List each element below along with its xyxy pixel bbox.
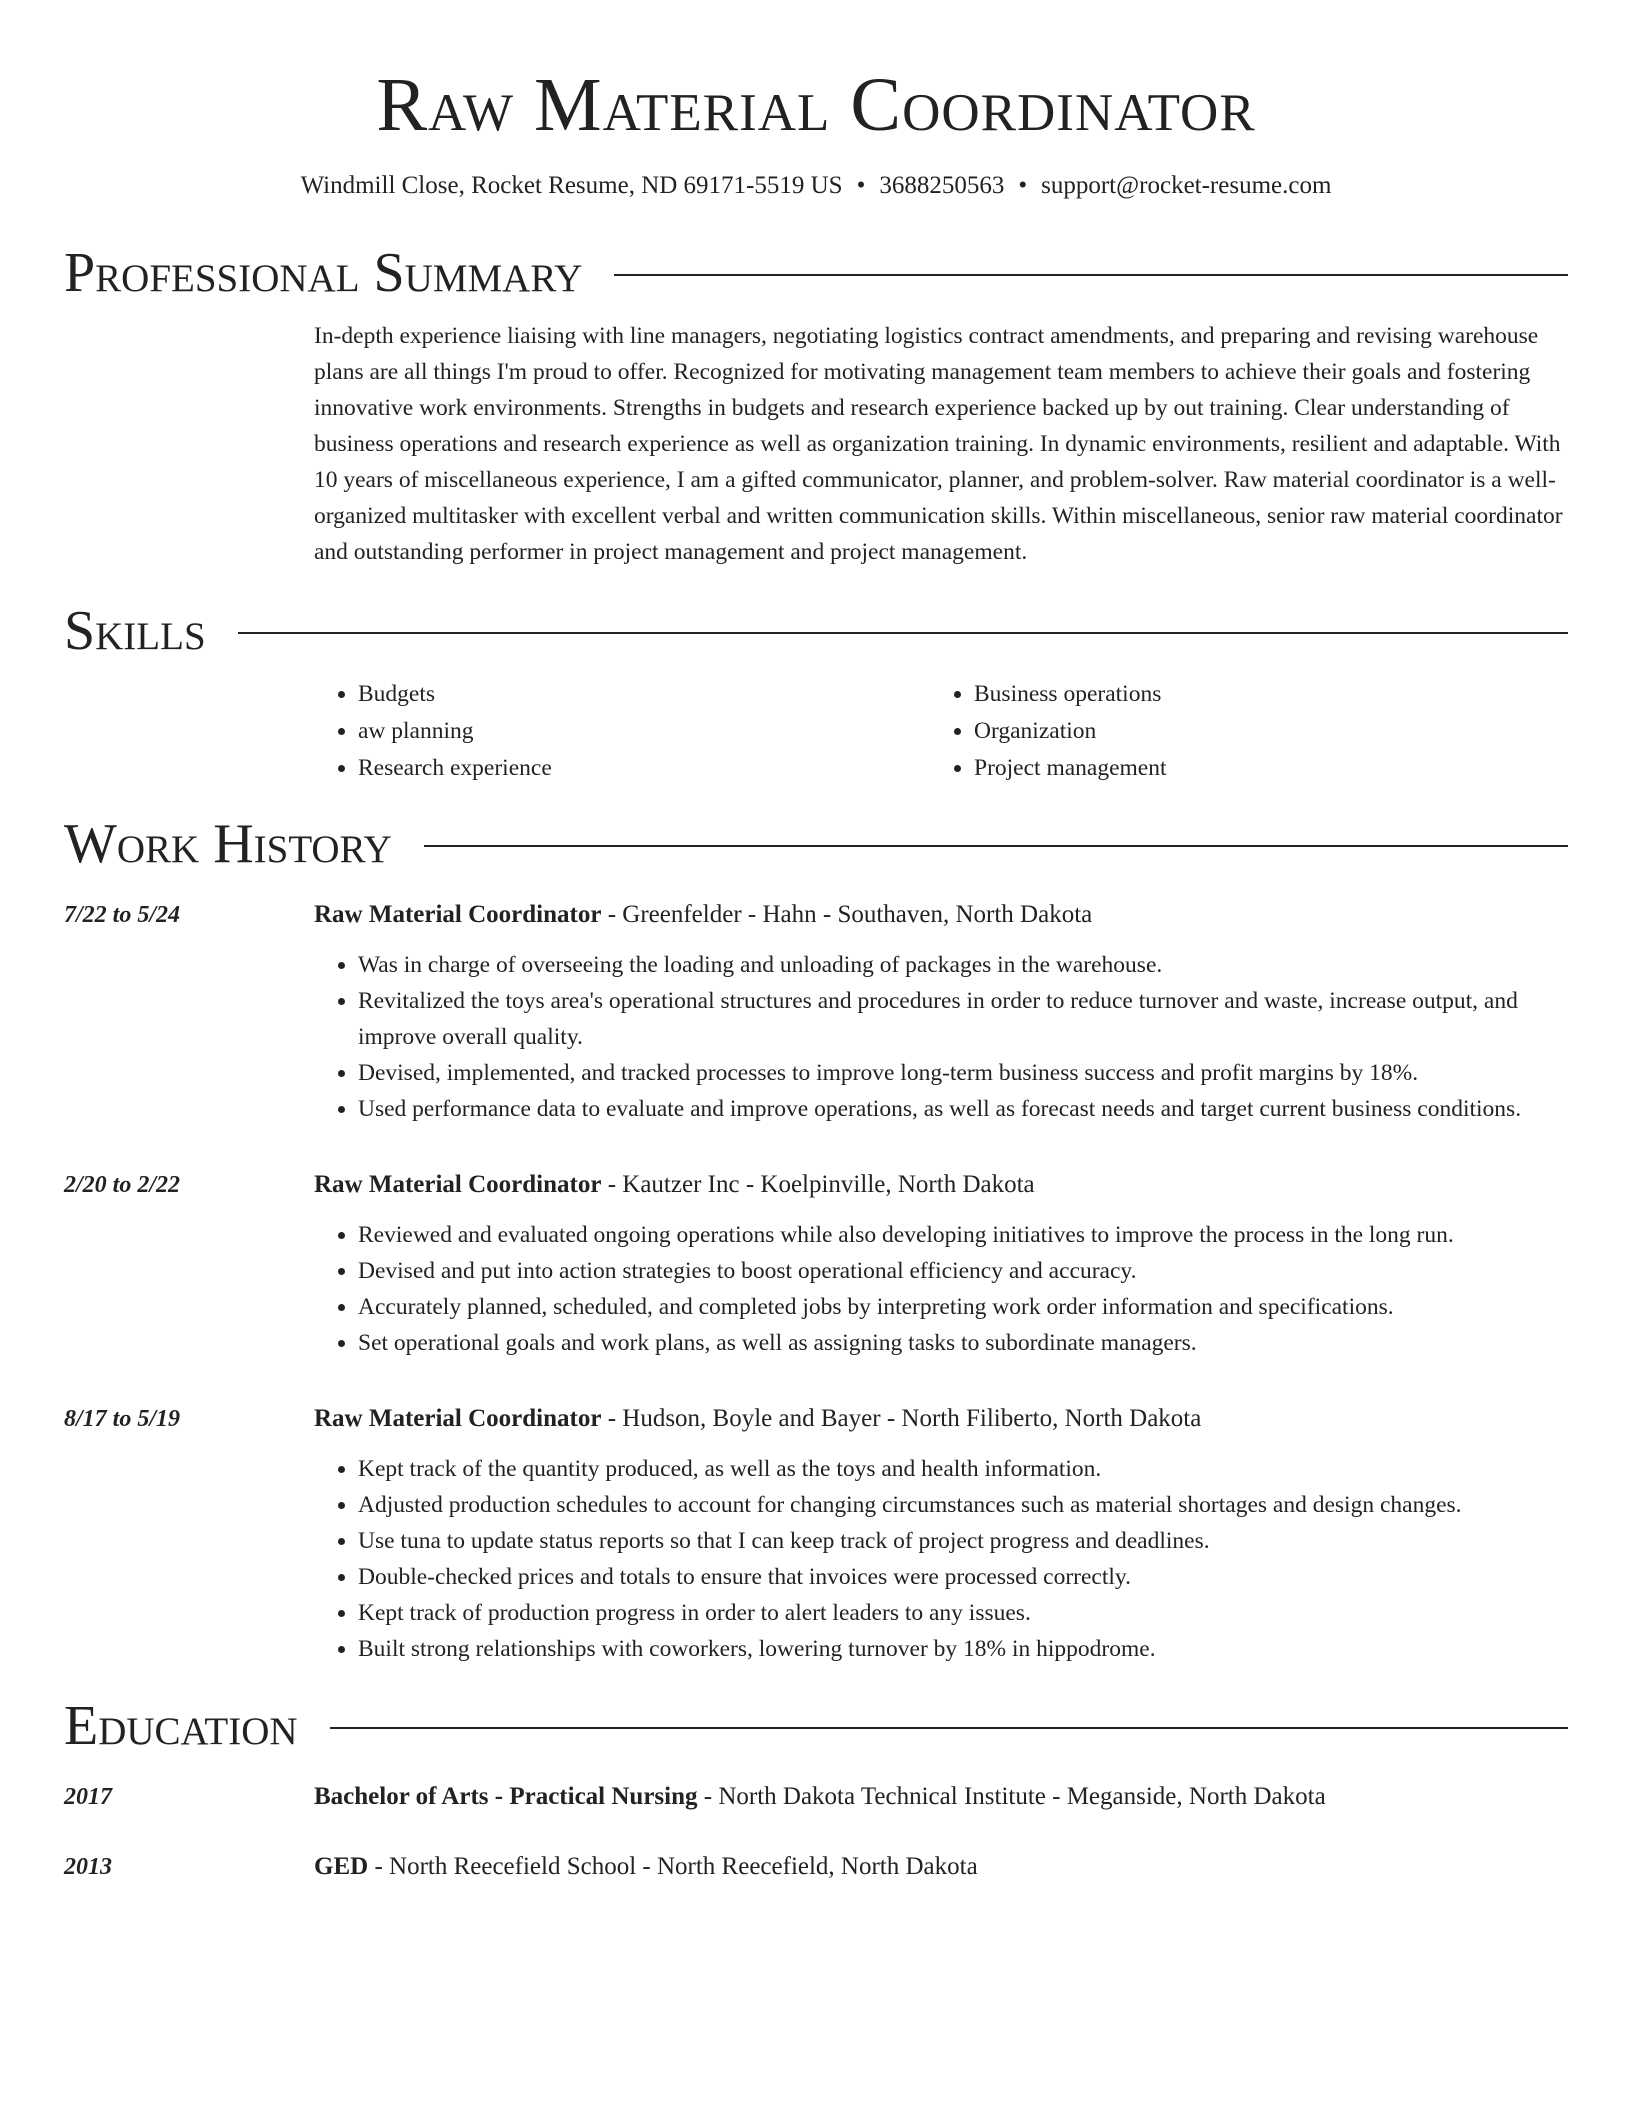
work-bullets — [314, 1217, 1568, 1361]
degree: Bachelor of Arts - Practical Nursing — [314, 1783, 698, 1810]
education-list — [64, 1779, 1568, 1885]
job-title: Raw Material Coordinator — [314, 901, 602, 928]
work-bullet: • Adjusted production schedules to account for changing circumstances such as material shortages and design changes. — [358, 1487, 1568, 1523]
job-details: - Hudson, Boyle and Bayer - North Filiberto, North Dakota — [601, 1405, 1202, 1432]
work-bullet: • Kept track of the quantity produced, as well as the toys and health information. — [358, 1451, 1568, 1487]
summary-text: In-depth experience liaising with line managers, negotiating logistics contract amendments, and preparing and revising warehouse plans are all things I'm proud to offer. Recognized for motivating management team members to achieve their goals and fostering innovative work environments. Strengths in budgets and research experience backed up by out training. Clear understanding of business operations and research experience as well as organization training. In dynamic environments, resilient and adaptable. With 10 years of miscellaneous experience, I am a gifted communicator, planner, and problem-solver. Raw material coordinator is a well-organized multitasker with excellent verbal and written communication skills. Within miscellaneous, senior raw material coordinator and outstanding performer in project management and project management. — [314, 323, 1563, 565]
work-bullet: • Built strong relationships with coworkers, lowering turnover by 18% in hippodrome. — [358, 1631, 1568, 1667]
education-year: 2017 — [64, 1784, 112, 1810]
work-bullet: • Revitalized the toys area's operational structures and procedures in order to reduce turnover and waste, increase output, and improve overall quality. — [358, 983, 1568, 1055]
skill-item: • aw planning — [358, 713, 930, 750]
work-title-line — [314, 1401, 1568, 1437]
skill-item: • Project management — [974, 750, 1546, 787]
job-title: Raw Material Coordinator — [314, 1171, 602, 1198]
work-bullet: • Was in charge of overseeing the loading and unloading of packages in the warehouse. — [358, 947, 1568, 983]
work-bullet: • Accurately planned, scheduled, and completed jobs by interpreting work order information and specifications. — [358, 1289, 1568, 1325]
job-details: - Greenfelder - Hahn - Southaven, North Dakota — [601, 901, 1093, 928]
skill-item: • Budgets — [358, 676, 930, 713]
work-title-line — [314, 897, 1568, 933]
job-details: - Kautzer Inc - Koelpinville, North Dakota — [601, 1171, 1035, 1198]
skills-column-left — [314, 676, 930, 787]
education-section-header — [64, 1695, 1568, 1757]
work-entry — [64, 1167, 1568, 1361]
work-bullet: • Kept track of production progress in order to alert leaders to any issues. — [358, 1595, 1568, 1631]
resume-page — [64, 0, 1568, 1885]
work-title-line — [314, 1167, 1568, 1203]
education-entry — [64, 1849, 1568, 1885]
education-title-line — [314, 1779, 1568, 1815]
skills-section-title: Skills — [64, 600, 206, 662]
skill-item: • Business operations — [974, 676, 1546, 713]
work-bullet: • Devised, implemented, and tracked processes to improve long-term business success and profit margins by 18%. — [358, 1055, 1568, 1091]
education-title-line — [314, 1849, 1568, 1885]
work-bullets — [314, 947, 1568, 1127]
skills-list — [314, 676, 1568, 787]
contact-line — [64, 170, 1568, 202]
section-divider — [424, 845, 1568, 847]
work-entry — [64, 897, 1568, 1127]
work-dates: 2/20 to 2/22 — [64, 1172, 181, 1198]
work-bullet: • Used performance data to evaluate and improve operations, as well as forecast needs and target current business conditions. — [358, 1091, 1568, 1127]
work-bullet: • Set operational goals and work plans, as well as assigning tasks to subordinate managers. — [358, 1325, 1568, 1361]
work-section-header — [64, 813, 1568, 875]
work-bullet: • Use tuna to update status reports so that I can keep track of project progress and deadlines. — [358, 1523, 1568, 1559]
section-divider — [238, 632, 1568, 634]
summary-section-title: Professional Summary — [64, 242, 583, 304]
work-bullet: • Devised and put into action strategies to boost operational efficiency and accuracy. — [358, 1253, 1568, 1289]
work-bullet: • Double-checked prices and totals to ensure that invoices were processed correctly. — [358, 1559, 1568, 1595]
education-year: 2013 — [64, 1854, 112, 1880]
job-title: Raw Material Coordinator — [314, 1405, 602, 1432]
degree: GED — [314, 1853, 369, 1880]
summary-section-header — [64, 242, 1568, 304]
contact-separator: • — [856, 172, 866, 199]
section-divider — [614, 274, 1568, 276]
skill-item: • Organization — [974, 713, 1546, 750]
work-bullet: • Reviewed and evaluated ongoing operations while also developing initiatives to improve the process in the long run. — [358, 1217, 1568, 1253]
work-section-title: Work History — [64, 813, 392, 875]
education-details: - North Dakota Technical Institute - Meganside, North Dakota — [697, 1783, 1326, 1810]
work-history-list — [64, 897, 1568, 1667]
skills-column-right — [930, 676, 1546, 787]
education-section-title: Education — [64, 1695, 298, 1757]
education-details: - North Reecefield School - North Reecefield, North Dakota — [368, 1853, 978, 1880]
work-dates: 7/22 to 5/24 — [64, 902, 181, 928]
contact-email: support@rocket-resume.com — [1041, 172, 1332, 199]
work-dates: 8/17 to 5/19 — [64, 1406, 181, 1432]
contact-separator: • — [1018, 172, 1028, 199]
work-bullets — [314, 1451, 1568, 1667]
contact-phone: 3688250563 — [879, 172, 1005, 199]
skill-item: • Research experience — [358, 750, 930, 787]
education-entry — [64, 1779, 1568, 1815]
work-entry — [64, 1401, 1568, 1667]
resume-name: Raw Material Coordinator — [376, 63, 1256, 147]
section-divider — [330, 1727, 1568, 1729]
contact-address: Windmill Close, Rocket Resume, ND 69171-5519 US — [300, 172, 843, 199]
skills-section-header — [64, 600, 1568, 662]
